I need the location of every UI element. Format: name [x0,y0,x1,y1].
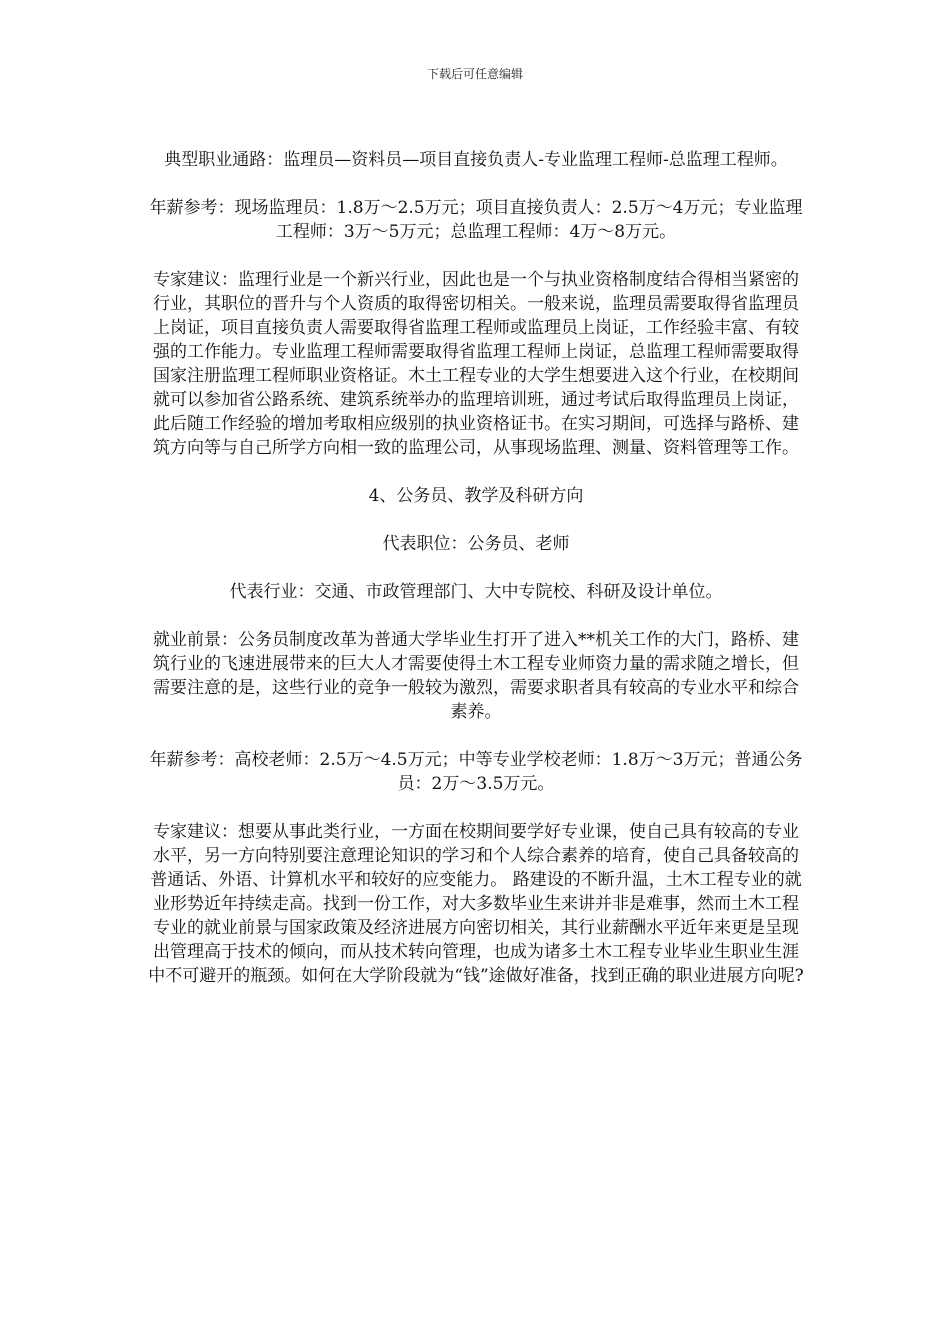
paragraph-salary-education: 年薪参考：高校老师：2.5万～4.5万元；中等专业学校老师：1.8万～3万元；普通公务员：2万～3.5万元。 [149,750,803,794]
document-body [145,148,807,1012]
paragraph-expert-advice-education: 专家建议：想要从事此类行业，一方面在校期间要学好专业课，使自己具有较高的专业水平，另一方向特别要注意理论知识的学习和个人综合素养的培育，使自己具备较高的普通话、外语、计算机水平和较好的应变能力。 路建设的不断升温，土木工程专业的就业形势近年持续走高。找到一份工作，对大多数毕业生来讲并非是难事，然而土木工程专业的就业前景与国家政策及经济进展方向密切相关，其行业薪酬水平近年来更是呈现出管理高于技术的倾向，而从技术转向管理，也成为诸多土木工程专业毕业生职业生涯中不可避开的瓶颈。如何在大学阶段就为“钱”途做好准备，找到正确的职业进展方向呢? [148,822,804,986]
paragraph-salary-supervision: 年薪参考：现场监理员：1.8万～2.5万元；项目直接负责人：2.5万～4万元；专业监理工程师：3万～5万元；总监理工程师：4万～8万元。 [149,198,803,242]
paragraph-employment-outlook: 就业前景：公务员制度改革为普通大学毕业生打开了进入**机关工作的大门，路桥、建筑行业的飞速进展带来的巨大人才需要使得土木工程专业师资力量的需求随之增长，但需要注意的是，这些行业的竞争一般较为激烈，需要求职者具有较高的专业水平和综合素养。 [153,630,799,722]
paragraph-representative-positions: 代表职位：公务员、老师 [382,534,570,554]
paragraph-expert-advice-supervision: 专家建议：监理行业是一个新兴行业，因此也是一个与执业资格制度结合得相当紧密的行业，其职位的晋升与个人资质的取得密切相关。一般来说，监理员需要取得省监理员上岗证，项目直接负责人需要取得省监理工程师或监理员上岗证，工作经验丰富、有较强的工作能力。专业监理工程师需要取得省监理工程师上岗证，总监理工程师需要取得国家注册监理工程师职业资格证。木土工程专业的大学生想要进入这个行业，在校期间就可以参加省公路系统、建筑系统举办的监理培训班，通过考试后取得监理员上岗证，此后随工作经验的增加考取相应级别的执业资格证书。在实习期间，可选择与路桥、建筑方向等与自己所学方向相一致的监理公司，从事现场监理、测量、资料管理等工作。 [153,270,799,458]
section-heading-civil-service: 4、公务员、教学及科研方向 [368,486,584,506]
paragraph-representative-industries: 代表行业：交通、市政管理部门、大中专院校、科研及设计单位。 [229,582,723,602]
header-note: 下载后可任意编辑 [426,67,523,81]
paragraph-career-path: 典型职业通路：监理员—资料员—项目直接负责人-专业监理工程师-总监理工程师。 [164,150,788,170]
